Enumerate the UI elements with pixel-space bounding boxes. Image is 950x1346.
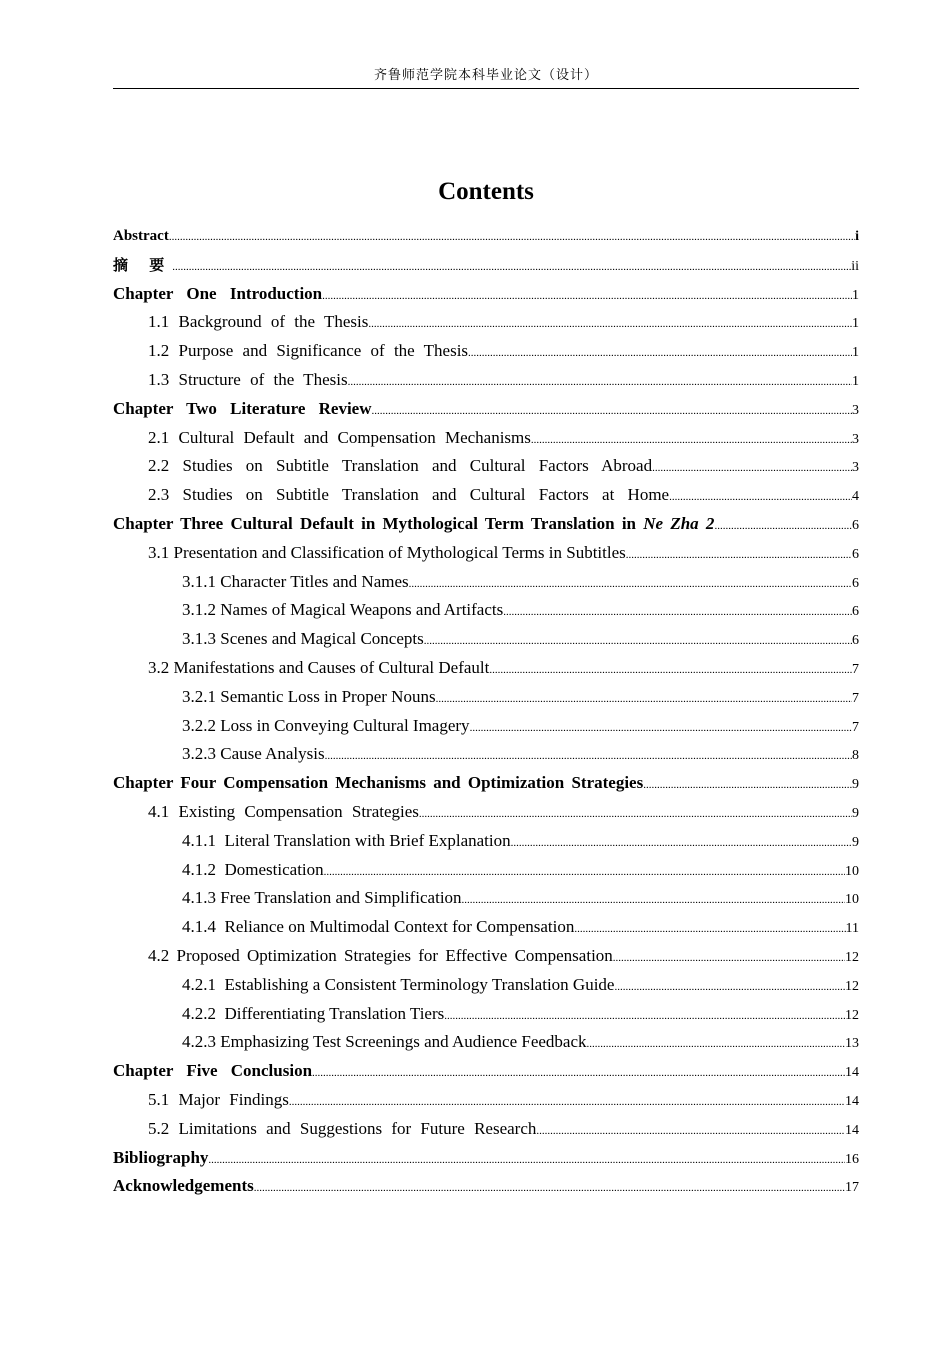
toc-entry-page: 8 — [852, 748, 859, 764]
toc-entry-page: 9 — [852, 834, 859, 850]
toc-entry-page: 11 — [845, 921, 859, 937]
toc-entry-3-1-1[interactable] — [113, 568, 859, 597]
leader-dots — [652, 463, 852, 474]
toc-entry-page: 12 — [845, 949, 859, 965]
leader-dots — [468, 348, 852, 359]
toc-entry-label: Acknowledgements — [113, 1176, 254, 1196]
toc-entry-page: 3 — [852, 402, 859, 418]
toc-entry-5-2[interactable] — [113, 1115, 859, 1144]
toc-entry-acknowledgements[interactable] — [113, 1172, 859, 1201]
leader-dots — [409, 579, 852, 590]
toc-entry-label: 3.2.2 Loss in Conveying Cultural Imagery — [182, 715, 470, 735]
toc-entry-label: 4.2.3 Emphasizing Test Screenings and Audience Feedback — [182, 1032, 587, 1052]
toc-entry-3-2[interactable] — [113, 654, 859, 683]
toc-entry-label: 4.1.4 Reliance on Multimodal Context for Compensation — [182, 917, 575, 937]
toc-entry-page: 1 — [852, 373, 859, 389]
toc-entry-page: 1 — [852, 345, 859, 361]
toc-entry-1-1[interactable] — [113, 308, 859, 337]
page-header: 齐鲁师范学院本科毕业论文（设计） — [113, 66, 859, 89]
toc-entry-label: 摘 要 — [113, 255, 173, 274]
table-of-contents — [113, 222, 859, 1201]
leader-dots — [254, 1183, 845, 1194]
toc-entry-page: i — [855, 229, 859, 244]
toc-entry-label: 3.1.2 Names of Magical Weapons and Artifacts — [182, 600, 504, 620]
toc-entry-chapter-two[interactable] — [113, 395, 859, 424]
toc-entry-bibliography[interactable] — [113, 1144, 859, 1173]
toc-entry-page: 3 — [852, 460, 859, 476]
toc-entry-page: 6 — [852, 517, 859, 533]
leader-dots — [613, 953, 845, 964]
leader-dots — [536, 1126, 845, 1137]
toc-entry-label: Chapter Three Cultural Default in Mythological Term Translation in — [113, 513, 644, 533]
toc-entry-1-2[interactable] — [113, 337, 859, 366]
leader-dots — [172, 262, 851, 273]
toc-entry-2-2[interactable] — [113, 452, 859, 481]
toc-entry-4-2-3[interactable] — [113, 1028, 859, 1057]
page-title: Contents — [438, 178, 534, 205]
toc-entry-page: 1 — [852, 287, 859, 303]
toc-entry-chapter-four[interactable] — [113, 769, 859, 798]
toc-entry-page: 16 — [845, 1151, 859, 1167]
leader-dots — [312, 1068, 845, 1079]
toc-entry-label: 5.2 Limitations and Suggestions for Future Research — [148, 1118, 537, 1138]
toc-entry-3-1[interactable] — [113, 539, 859, 568]
toc-entry-label-italic: Ne Zha 2 — [643, 513, 715, 533]
toc-entry-2-3[interactable] — [113, 481, 859, 510]
toc-entry-page: ii — [851, 258, 859, 274]
toc-entry-page: 9 — [852, 777, 859, 793]
toc-entry-page: 3 — [852, 431, 859, 447]
toc-entry-label: 3.1.1 Character Titles and Names — [182, 571, 409, 591]
toc-entry-page: 7 — [852, 719, 859, 735]
toc-entry-label: 4.1.3 Free Translation and Simplification — [182, 888, 462, 908]
leader-dots — [444, 1011, 845, 1022]
toc-entry-4-2[interactable] — [113, 942, 859, 971]
leader-dots — [436, 694, 852, 705]
toc-entry-page: 14 — [845, 1093, 859, 1109]
toc-entry-label: 4.1 Existing Compensation Strategies — [148, 801, 419, 821]
toc-entry-page: 6 — [852, 633, 859, 649]
toc-entry-chapter-one[interactable] — [113, 280, 859, 309]
leader-dots — [489, 665, 852, 676]
toc-entry-page: 1 — [852, 316, 859, 332]
toc-entry-label: Bibliography — [113, 1147, 209, 1167]
toc-entry-label: 3.1 Presentation and Classification of Mythological Terms in Subtitles — [148, 542, 626, 562]
toc-entry-page: 9 — [852, 805, 859, 821]
toc-entry-3-1-2[interactable] — [113, 596, 859, 625]
toc-entry-page: 12 — [845, 978, 859, 994]
leader-dots — [462, 895, 845, 906]
toc-entry-3-2-3[interactable] — [113, 740, 859, 769]
leader-dots — [470, 723, 852, 734]
toc-entry-label: 2.3 Studies on Subtitle Translation and Cultural Factors at Home — [148, 485, 670, 505]
toc-entry-label: Chapter Five Conclusion — [113, 1061, 313, 1081]
toc-entry-page: 7 — [852, 661, 859, 677]
toc-entry-3-1-3[interactable] — [113, 625, 859, 654]
toc-entry-page: 6 — [852, 546, 859, 562]
toc-entry-page: 4 — [852, 489, 859, 505]
leader-dots — [325, 751, 852, 762]
toc-entry-label: 3.2 Manifestations and Causes of Cultural Default — [148, 657, 490, 677]
toc-entry-page: 10 — [845, 892, 859, 908]
toc-entry-5-1[interactable] — [113, 1086, 859, 1115]
toc-entry-page: 12 — [845, 1007, 859, 1023]
toc-entry-label: 1.1 Background of the Thesis — [148, 312, 369, 332]
toc-entry-chapter-three[interactable] — [113, 510, 859, 539]
leader-dots — [289, 1097, 845, 1108]
leader-dots — [368, 319, 852, 330]
toc-entry-label: 5.1 Major Findings — [148, 1089, 289, 1109]
toc-entry-page: 6 — [852, 604, 859, 620]
toc-entry-label: 1.2 Purpose and Significance of the Thesis — [148, 341, 469, 361]
toc-entry-label: 3.2.1 Semantic Loss in Proper Nouns — [182, 686, 436, 706]
leader-dots — [419, 809, 852, 820]
toc-entry-3-2-2[interactable] — [113, 712, 859, 741]
toc-entry-label: Chapter One Introduction — [113, 283, 323, 303]
toc-entry-label: Chapter Two Literature Review — [113, 398, 372, 418]
toc-entry-label: 3.2.3 Cause Analysis — [182, 744, 325, 764]
toc-entry-3-2-1[interactable] — [113, 683, 859, 712]
toc-entry-abstract[interactable] — [113, 222, 859, 251]
toc-entry-chapter-five[interactable] — [113, 1057, 859, 1086]
leader-dots — [714, 521, 852, 532]
toc-entry-label: 4.1.1 Literal Translation with Brief Explanation — [182, 830, 511, 850]
toc-entry-4-2-1[interactable] — [113, 971, 859, 1000]
toc-entry-label: 4.2 Proposed Optimization Strategies for Effective Compensation — [148, 945, 613, 965]
leader-dots — [531, 435, 852, 446]
toc-entry-page: 14 — [845, 1065, 859, 1081]
toc-entry-4-1-1[interactable] — [113, 827, 859, 856]
toc-entry-label: 3.1.3 Scenes and Magical Concepts — [182, 629, 424, 649]
toc-entry-4-2-2[interactable] — [113, 1000, 859, 1029]
leader-dots — [587, 1039, 845, 1050]
toc-entry-page: 13 — [845, 1036, 859, 1052]
toc-entry-4-1-2[interactable] — [113, 856, 859, 885]
toc-entry-label: 2.2 Studies on Subtitle Translation and Cultural Factors Abroad — [148, 456, 653, 476]
toc-entry-4-1[interactable] — [113, 798, 859, 827]
leader-dots — [372, 406, 852, 417]
leader-dots — [348, 377, 852, 388]
leader-dots — [626, 550, 852, 561]
leader-dots — [169, 232, 855, 243]
toc-entry-page: 6 — [852, 575, 859, 591]
toc-entry-4-1-4[interactable] — [113, 913, 859, 942]
toc-entry-label: 4.2.1 Establishing a Consistent Terminology Translation Guide — [182, 974, 615, 994]
toc-entry-page: 7 — [852, 690, 859, 706]
leader-dots — [614, 982, 845, 993]
leader-dots — [503, 607, 852, 618]
toc-entry-page: 14 — [845, 1122, 859, 1138]
toc-entry-label: 4.1.2 Domestication — [182, 859, 324, 879]
toc-entry-label: Chapter Four Compensation Mechanisms and Optimization Strategies — [113, 773, 644, 793]
toc-entry-label: 1.3 Structure of the Thesis — [148, 369, 348, 389]
leader-dots — [669, 492, 852, 503]
toc-entry-label: 4.2.2 Differentiating Translation Tiers — [182, 1003, 445, 1023]
toc-entry-label: Abstract — [113, 228, 169, 244]
toc-entry-chinese-abstract[interactable] — [113, 251, 859, 280]
toc-entry-2-1[interactable] — [113, 424, 859, 453]
leader-dots — [643, 780, 852, 791]
leader-dots — [208, 1155, 845, 1166]
leader-dots — [511, 838, 852, 849]
leader-dots — [322, 291, 852, 302]
toc-entry-page: 17 — [845, 1180, 859, 1196]
leader-dots — [324, 867, 845, 878]
toc-entry-label: 2.1 Cultural Default and Compensation Mechanisms — [148, 427, 531, 447]
leader-dots — [574, 924, 845, 935]
toc-entry-1-3[interactable] — [113, 366, 859, 395]
toc-entry-page: 10 — [845, 863, 859, 879]
leader-dots — [424, 636, 852, 647]
toc-entry-4-1-3[interactable] — [113, 884, 859, 913]
